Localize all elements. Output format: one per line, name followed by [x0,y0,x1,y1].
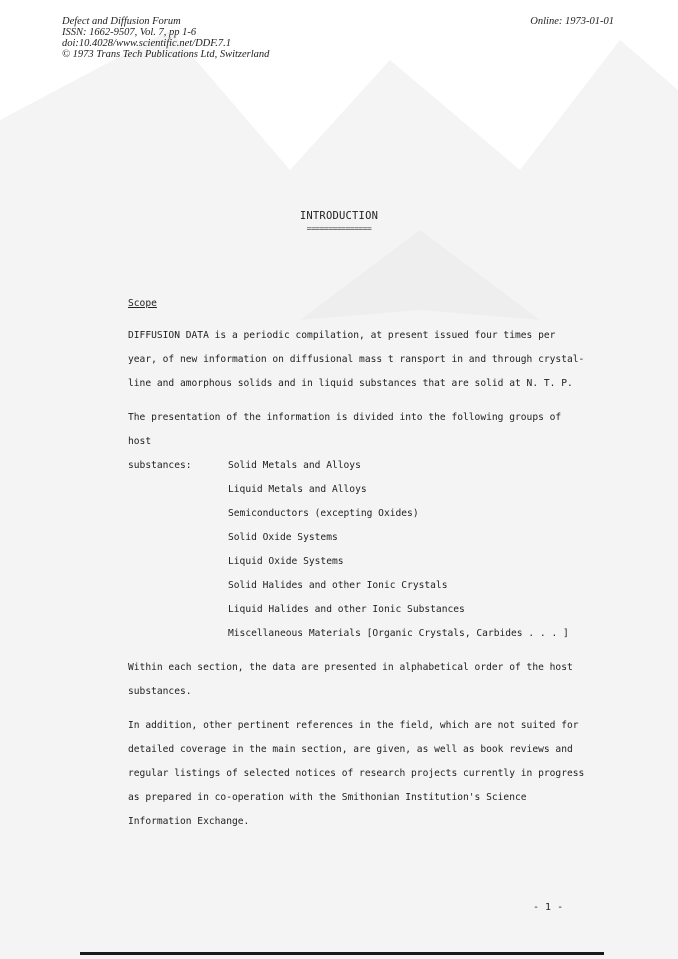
groups-label: substances: [128,460,192,471]
list-item [128,598,588,622]
doi-link[interactable]: doi:10.4028/www.scientific.net/DDF.7.1 [62,38,232,49]
copyright-line: © 1973 Trans Tech Publications Ltd, Switzerland [62,49,270,60]
group-item: Miscellaneous Materials [Organic Crystals, Carbides . . . ] [228,628,569,639]
citation-header [62,16,269,60]
page-title: INTRODUCTION [299,210,379,222]
list-item [128,550,588,574]
group-item: Liquid Oxide Systems [228,556,344,567]
bottom-rule [80,952,604,955]
group-item: Solid Oxide Systems [228,532,338,543]
paragraph-order: Within each section, the data are presented in alphabetical order of the host substances. [128,662,573,697]
list-item [128,454,588,478]
list-item [128,526,588,550]
journal-name: Defect and Diffusion Forum [62,16,181,27]
group-item: Liquid Metals and Alloys [228,484,367,495]
paragraph-additional: In addition, other pertinent references in the field, which are not suited for detailed coverage in the main section, are given, as well as book reviews and regular listings of selected notices of research projects currently in progress as prepared in co-operation with the Smithonian Institution's Science Information Exchange. [128,720,585,827]
paragraph-scope: DIFFUSION DATA is a periodic compilation, at present issued four times per year, of new information on diffusional mass t ransport in and through crystal-line and amorphous solids and in liquid substances that are solid at N. T. P. [128,330,585,389]
body-text [128,298,588,844]
page-number: - 1 - [533,902,564,913]
group-item: Liquid Halides and other Ionic Substances [228,604,465,615]
list-item [128,622,588,646]
list-item [128,574,588,598]
online-date: Online: 1973-01-01 [530,16,614,27]
group-item: Semiconductors (excepting Oxides) [228,508,419,519]
list-item [128,478,588,502]
issn-line: ISSN: 1662-9507, Vol. 7, pp 1-6 [62,27,197,38]
scope-heading: Scope [128,298,157,309]
list-item [128,502,588,526]
host-substance-groups [128,454,588,646]
paragraph-groups-intro: The presentation of the information is divided into the following groups of host [128,412,562,447]
group-item: Solid Halides and other Ionic Crystals [228,580,448,591]
title-underline: =============== [306,224,372,233]
group-item: Solid Metals and Alloys [228,460,361,471]
